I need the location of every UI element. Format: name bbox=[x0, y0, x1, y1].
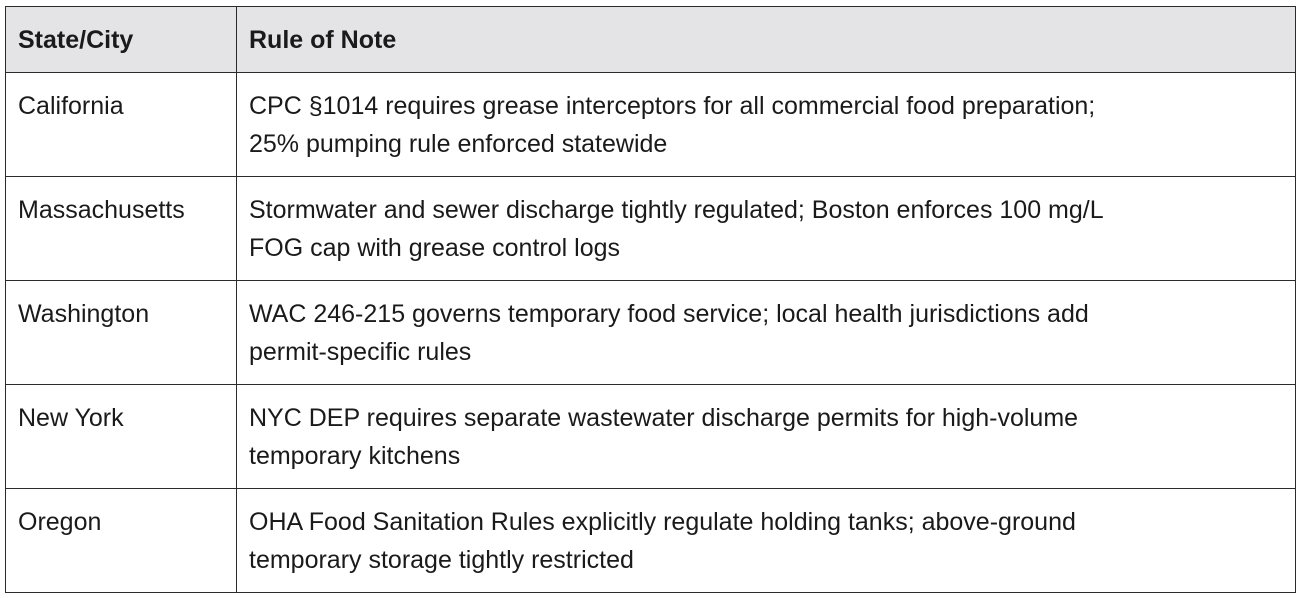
header-rule-of-note: Rule of Note bbox=[237, 7, 1296, 73]
header-state-city: State/City bbox=[6, 7, 237, 73]
table-body bbox=[6, 73, 1296, 593]
rule-line: Stormwater and sewer discharge tightly regulated; Boston enforces 100 mg/L bbox=[249, 196, 1104, 224]
rule-line: WAC 246-215 governs temporary food service; local health jurisdictions add bbox=[249, 300, 1089, 328]
header-row bbox=[6, 7, 1296, 73]
state-cell: Massachusetts bbox=[6, 177, 237, 281]
rule-cell bbox=[237, 281, 1296, 385]
table-row bbox=[6, 281, 1296, 385]
table-header bbox=[6, 7, 1296, 73]
rule-line: NYC DEP requires separate wastewater discharge permits for high-volume bbox=[249, 404, 1079, 432]
state-cell: New York bbox=[6, 385, 237, 489]
table-row bbox=[6, 177, 1296, 281]
rule-line: temporary kitchens bbox=[249, 442, 461, 470]
rule-cell bbox=[237, 177, 1296, 281]
rule-line: 25% pumping rule enforced statewide bbox=[249, 130, 668, 158]
rule-cell bbox=[237, 489, 1296, 593]
state-cell: Washington bbox=[6, 281, 237, 385]
rule-line: CPC §1014 requires grease interceptors for all commercial food preparation; bbox=[249, 92, 1096, 120]
rule-cell bbox=[237, 385, 1296, 489]
state-cell: Oregon bbox=[6, 489, 237, 593]
state-cell: California bbox=[6, 73, 237, 177]
rule-line: temporary storage tightly restricted bbox=[249, 546, 634, 574]
rule-line: OHA Food Sanitation Rules explicitly regulate holding tanks; above-ground bbox=[249, 508, 1076, 536]
table-row bbox=[6, 489, 1296, 593]
table-row bbox=[6, 73, 1296, 177]
rule-line: FOG cap with grease control logs bbox=[249, 234, 620, 262]
rule-line: permit-specific rules bbox=[249, 338, 472, 366]
rule-cell bbox=[237, 73, 1296, 177]
table-row bbox=[6, 385, 1296, 489]
rules-table bbox=[5, 6, 1296, 593]
